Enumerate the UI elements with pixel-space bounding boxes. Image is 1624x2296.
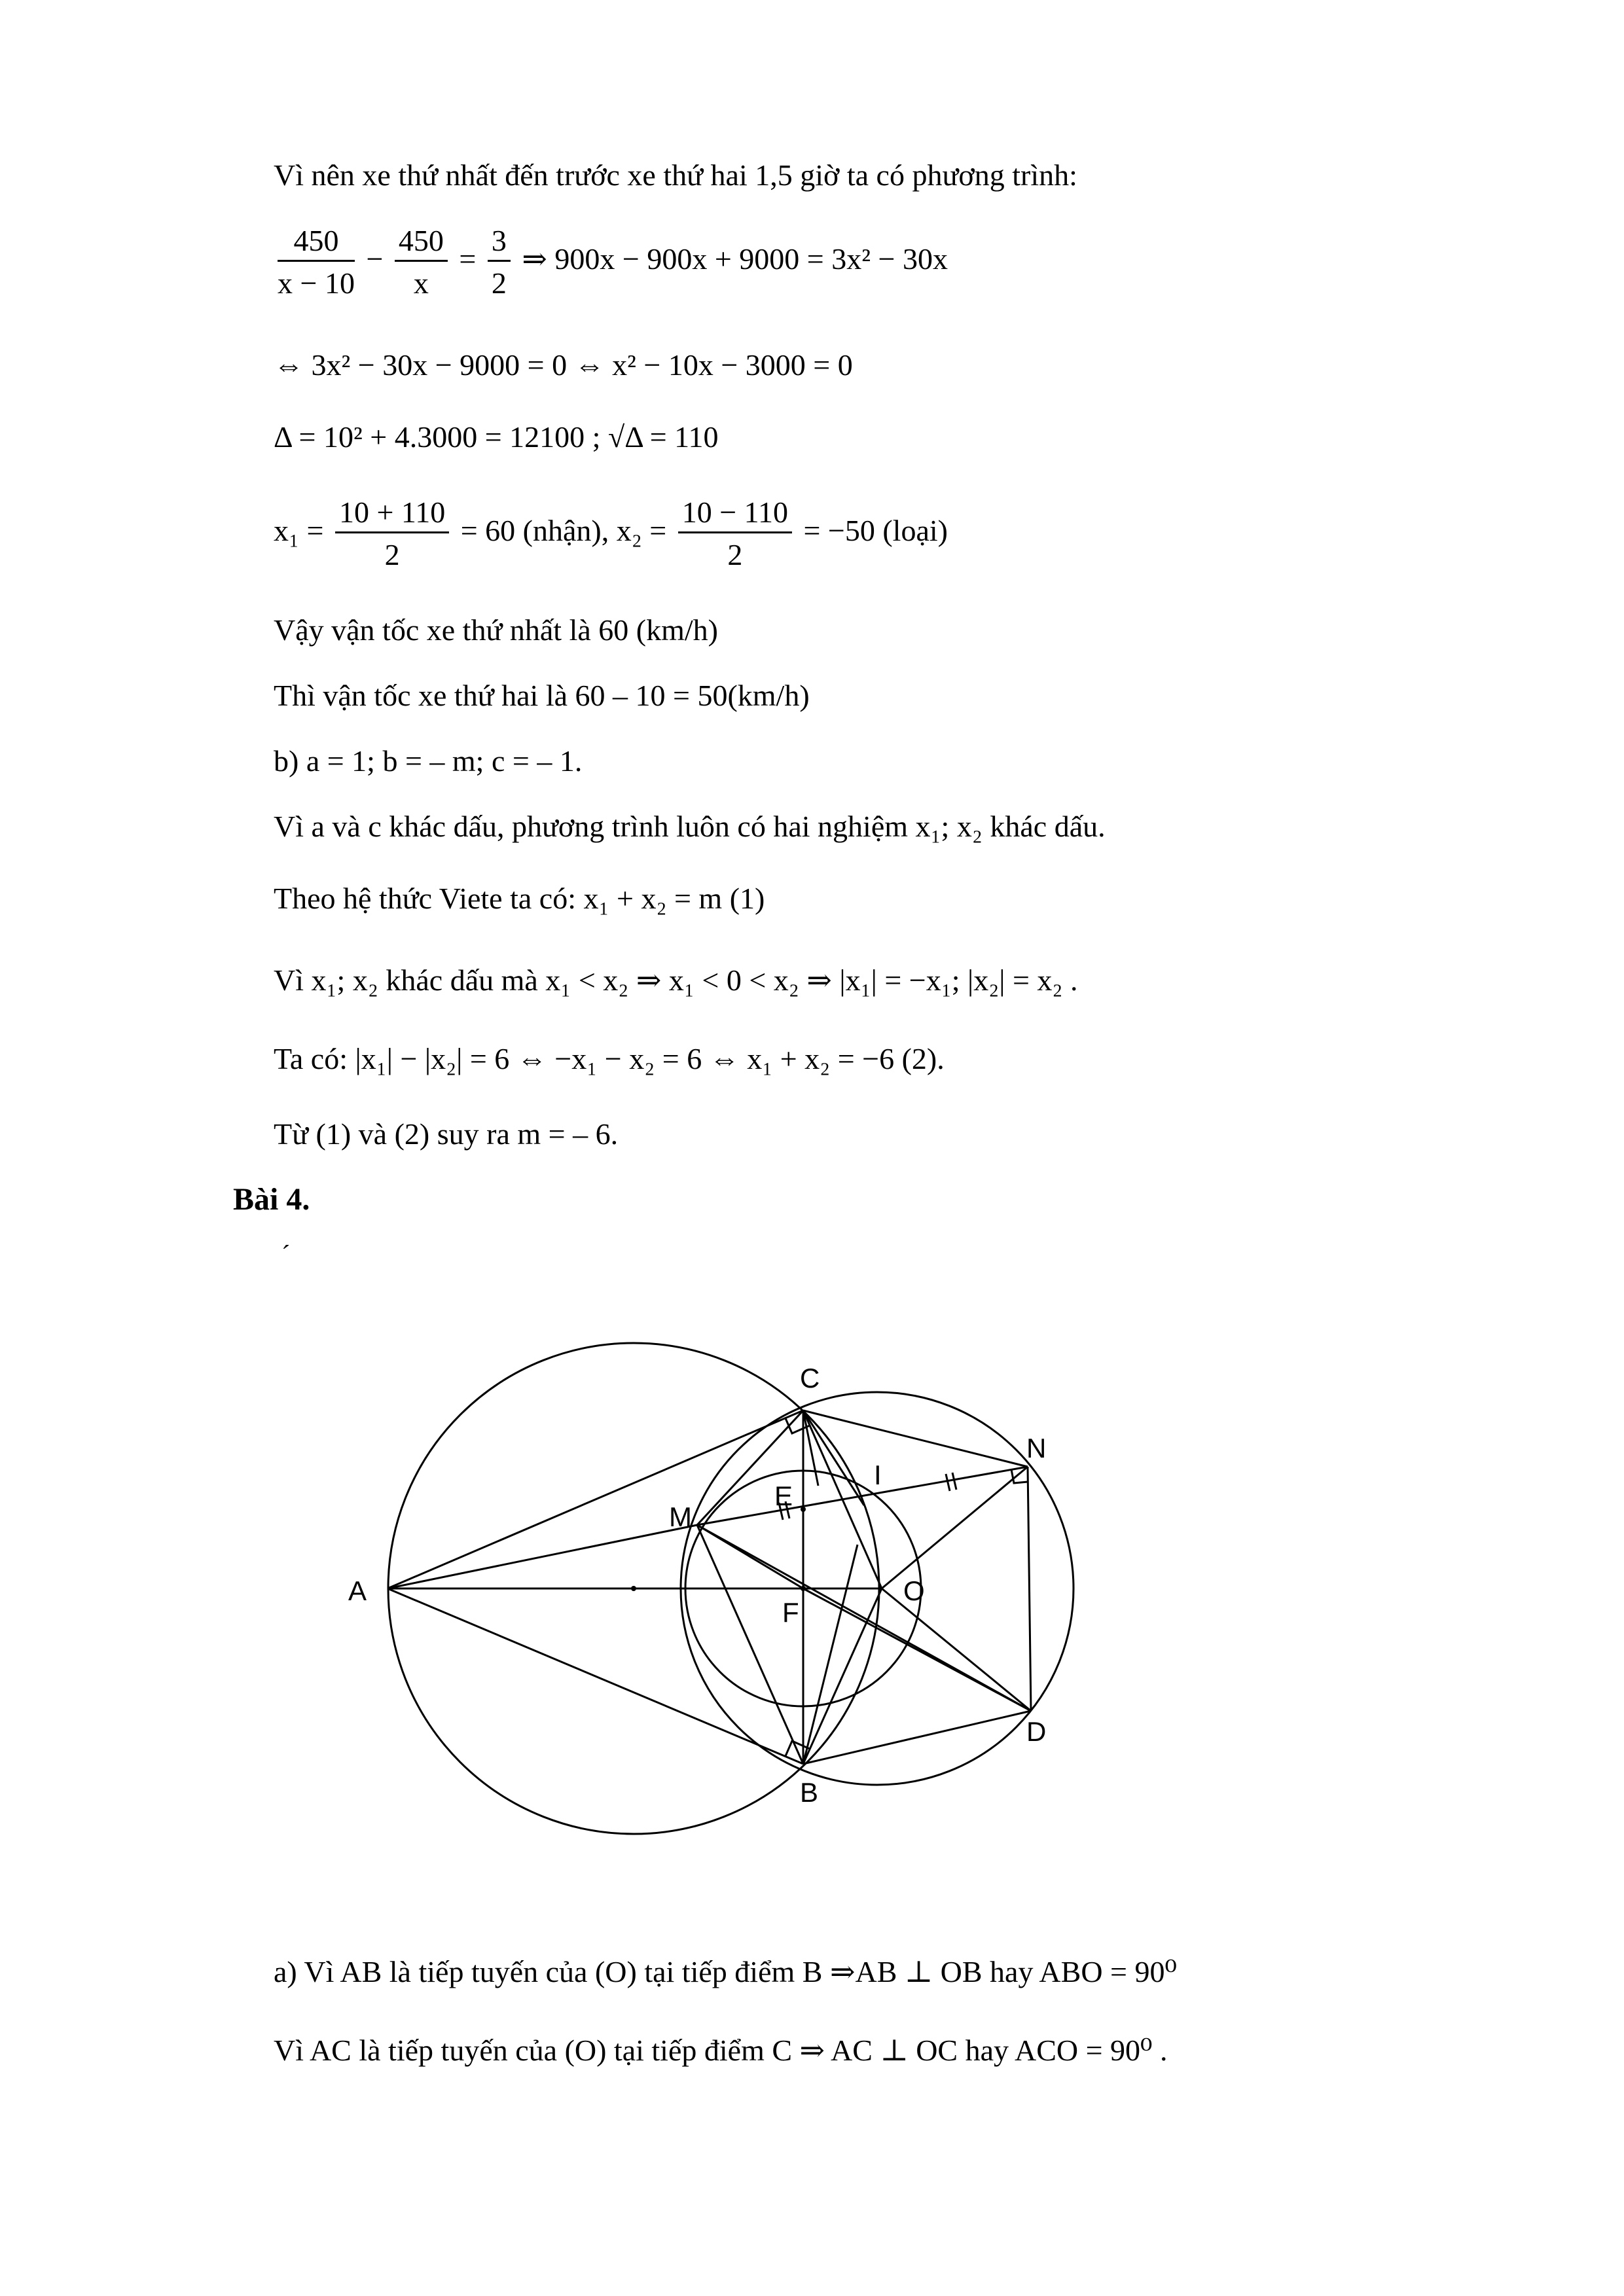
point-F xyxy=(801,1586,806,1591)
text-line-part-a-2: Vì AC là tiếp tuyến của (O) tại tiếp điểm C ⇒ AC ⊥ OC hay ACO = 90⁰ . xyxy=(274,2034,1168,2067)
fraction-numerator: 10 + 110 xyxy=(335,497,449,533)
fraction-denominator: x − 10 xyxy=(278,266,355,300)
segment-BD xyxy=(803,1711,1031,1764)
label-F: F xyxy=(782,1597,799,1628)
text-line-part-b: b) a = 1; b = – m; c = – 1. xyxy=(274,744,583,778)
equation-rest: ⇒ 900x − 900x + 9000 = 3x² − 30x xyxy=(522,242,948,276)
right-angle-mark-N xyxy=(1011,1469,1028,1483)
label-D: D xyxy=(1026,1716,1047,1747)
text-line-sign: Vì a và c khác dấu, phương trình luôn có hai nghiệm x₁; x₂ khác dấu. xyxy=(274,810,1106,843)
fraction-numerator: 10 − 110 xyxy=(678,497,792,533)
operator-minus: − xyxy=(366,242,384,276)
root-x1-label: x₁ = xyxy=(274,514,324,548)
label-E: E xyxy=(774,1480,793,1511)
segment-MN xyxy=(697,1467,1028,1525)
segment-BO xyxy=(803,1588,882,1764)
tick-mark-IN-1 xyxy=(946,1474,950,1491)
label-B: B xyxy=(800,1777,819,1808)
segment-B-up xyxy=(803,1545,857,1764)
section-heading-bai-4: Bài 4. xyxy=(233,1182,310,1217)
text-line-intro: Vì nên xe thứ nhất đến trước xe thứ hai 1,5 giờ ta có phương trình: xyxy=(274,158,1077,192)
segment-CN xyxy=(803,1410,1028,1467)
point-E xyxy=(801,1507,806,1512)
text-line-part-a-1: a) Vì AB là tiếp tuyến của (O) tại tiếp điểm B ⇒AB ⊥ OB hay ABO = 90⁰ xyxy=(274,1955,1177,1988)
fraction-numerator: 450 xyxy=(278,226,355,262)
fraction-numerator: 450 xyxy=(395,226,448,262)
label-I: I xyxy=(874,1460,882,1490)
root-end-text: = −50 (loại) xyxy=(803,514,948,548)
fraction-numerator: 3 xyxy=(488,226,511,262)
segment-FD xyxy=(803,1588,1031,1711)
label-C: C xyxy=(800,1363,820,1393)
text-line-speed-1: Vậy vận tốc xe thứ nhất là 60 (km/h) xyxy=(274,613,718,647)
equation-line-2: ⇔ 3x² − 30x − 9000 = 0 ⇔ x² − 10x − 3000 = 0 xyxy=(274,348,853,382)
stray-mark: ˊ xyxy=(281,1240,291,1269)
label-M: M xyxy=(669,1501,692,1532)
segment-AB xyxy=(388,1588,803,1764)
text-line-viete: Theo hệ thức Viete ta có: x₁ + x₂ = m (1) xyxy=(274,882,765,915)
fraction-denominator: 2 xyxy=(727,538,743,571)
segment-MF xyxy=(697,1525,803,1588)
discriminant-line: Δ = 10² + 4.3000 = 12100 ; √Δ = 110 xyxy=(274,420,719,454)
fraction-denominator: 2 xyxy=(491,266,507,300)
tick-mark-IN-2 xyxy=(952,1473,956,1490)
text-line-speed-2: Thì vận tốc xe thứ hai là 60 – 10 = 50(km/h) xyxy=(274,679,810,712)
label-N: N xyxy=(1026,1433,1047,1463)
label-A: A xyxy=(348,1575,367,1606)
text-line-abs: Vì x₁; x₂ khác dấu mà x₁ < x₂ ⇒ x₁ < 0 < x₂ ⇒ |x₁| = −x₁; |x₂| = x₂ . xyxy=(274,963,1078,997)
operator-equals: = xyxy=(459,242,477,276)
fraction-denominator: x xyxy=(413,266,429,300)
segment-AN xyxy=(388,1525,697,1588)
text-line-equation-2: Ta có: |x₁| − |x₂| = 6 ⇔ −x₁ − x₂ = 6 ⇔ x₁ + x₂ = −6 (2). xyxy=(274,1042,945,1075)
segment-MB xyxy=(697,1525,803,1764)
segment-ND xyxy=(1028,1467,1031,1711)
segment-CO xyxy=(803,1410,882,1588)
fraction-denominator: 2 xyxy=(384,538,400,571)
root-middle-text: = 60 (nhận), x₂ = xyxy=(460,514,667,548)
point-midpoint-AO xyxy=(631,1586,636,1591)
segment-AC xyxy=(388,1410,803,1588)
text-line-conclusion: Từ (1) và (2) suy ra m = – 6. xyxy=(274,1117,619,1151)
label-O: O xyxy=(903,1575,925,1606)
